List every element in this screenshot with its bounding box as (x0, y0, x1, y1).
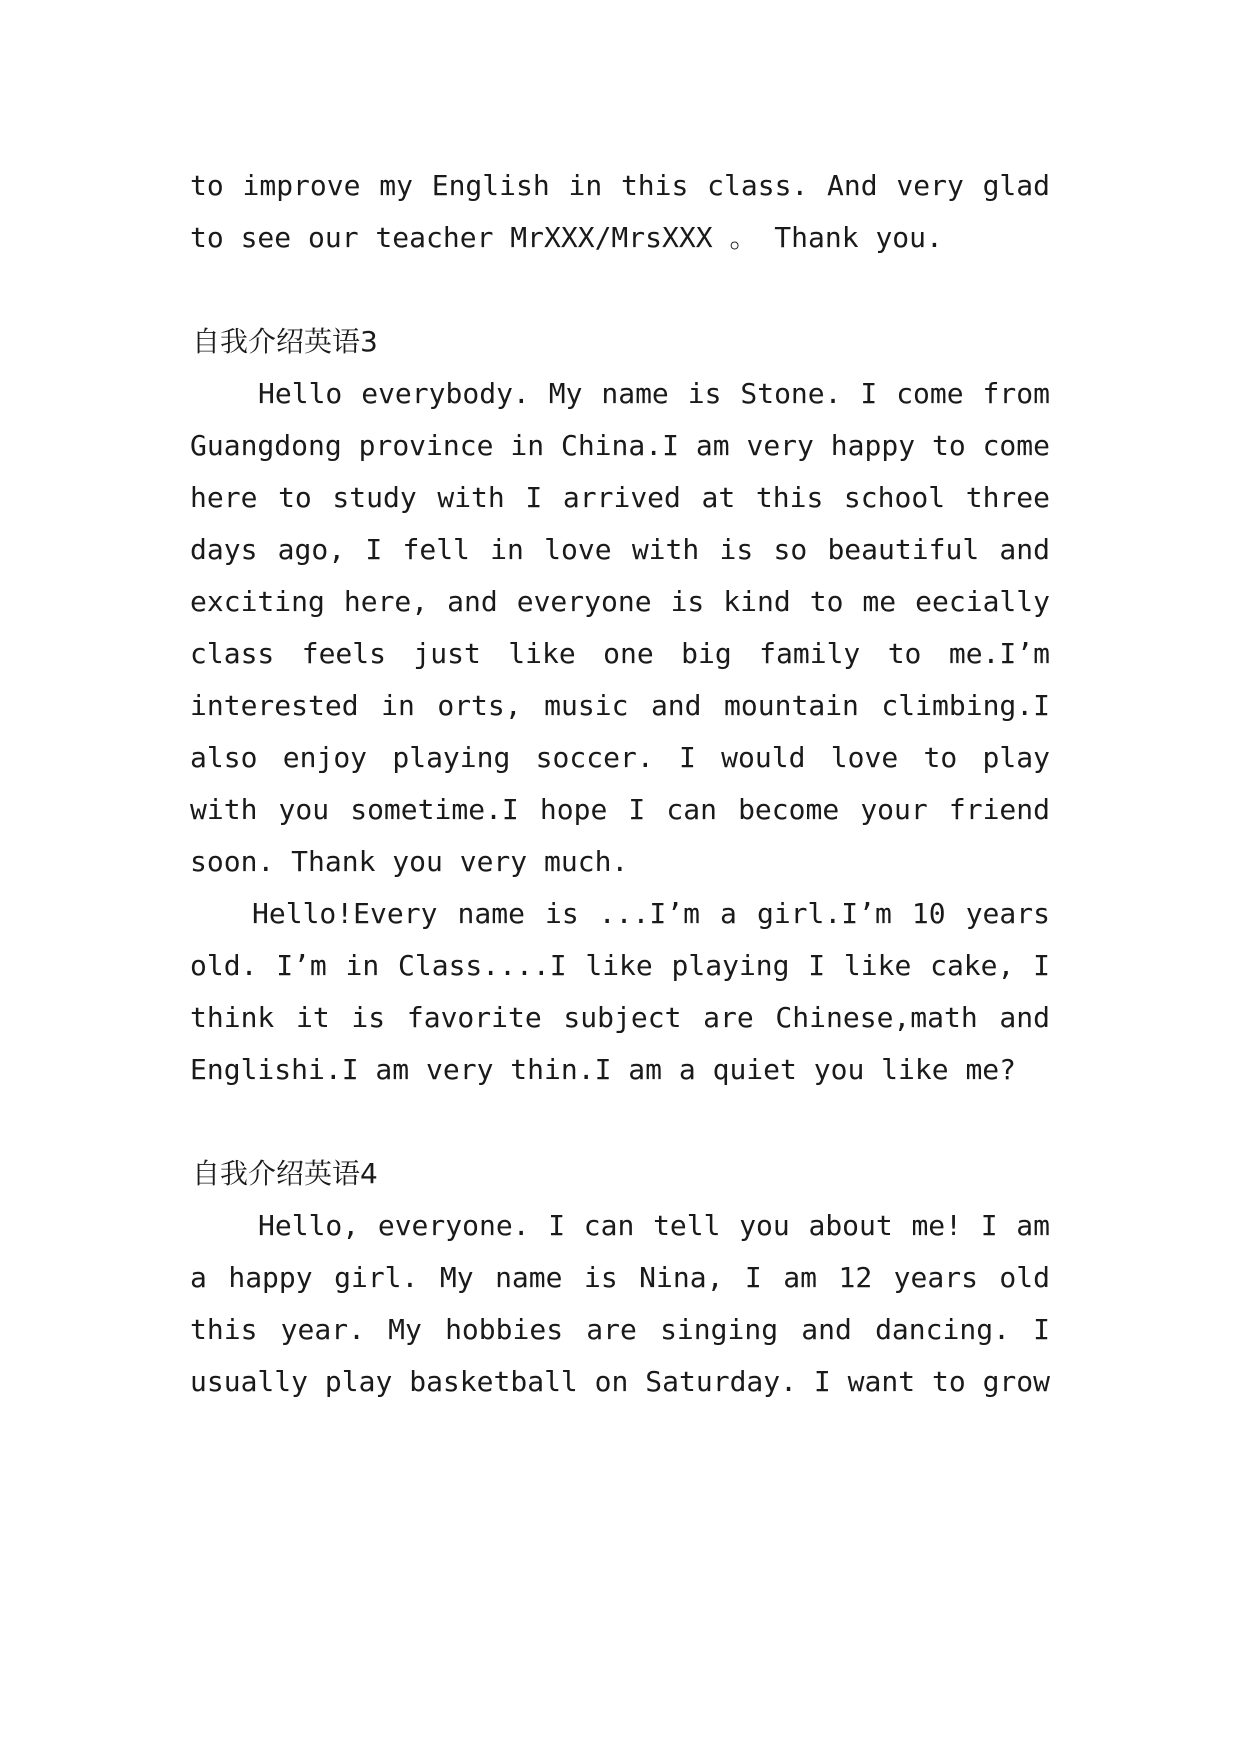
section-heading-4: 自我介绍英语4 (192, 1157, 378, 1190)
text-line: exciting here, and everyone is kind to me eecially (190, 585, 1050, 618)
text-line: to see our teacher MrXXX/MrsXXX 。 Thank you. (190, 221, 943, 254)
text-line: class feels just like one big family to me.I’m (190, 637, 1050, 670)
text-line: Guangdong province in China.I am very happy to come (190, 429, 1050, 462)
text-line: Hello, everyone. I can tell you about me! I am (258, 1209, 1050, 1242)
text-line: to improve my English in this class. And very glad (190, 169, 1050, 202)
text-line: Hello everybody. My name is Stone. I come from (258, 377, 1050, 410)
text-line: with you sometime.I hope I can become your friend (190, 793, 1050, 826)
text-line: usually play basketball on Saturday. I want to grow (190, 1365, 1050, 1398)
text-line: Englishi.I am very thin.I am a quiet you like me? (190, 1053, 1017, 1086)
text-line: soon. Thank you very much. (190, 845, 629, 878)
section-heading-3: 自我介绍英语3 (192, 325, 378, 358)
text-line: old. I’m in Class....I like playing I like cake, I (190, 949, 1050, 982)
text-line: this year. My hobbies are singing and dancing. I (190, 1313, 1050, 1346)
text-line: here to study with I arrived at this school three (190, 481, 1050, 514)
text-line: interested in orts, music and mountain climbing.I (190, 689, 1050, 722)
text-line: think it is favorite subject are Chinese,math and (190, 1001, 1050, 1034)
text-line: days ago, I fell in love with is so beautiful and (190, 533, 1050, 566)
text-line: a happy girl. My name is Nina, I am 12 years old (190, 1261, 1050, 1294)
text-line: Hello!Every name is ...I’m a girl.I’m 10 years (252, 897, 1050, 930)
text-line: also enjoy playing soccer. I would love to play (190, 741, 1050, 774)
